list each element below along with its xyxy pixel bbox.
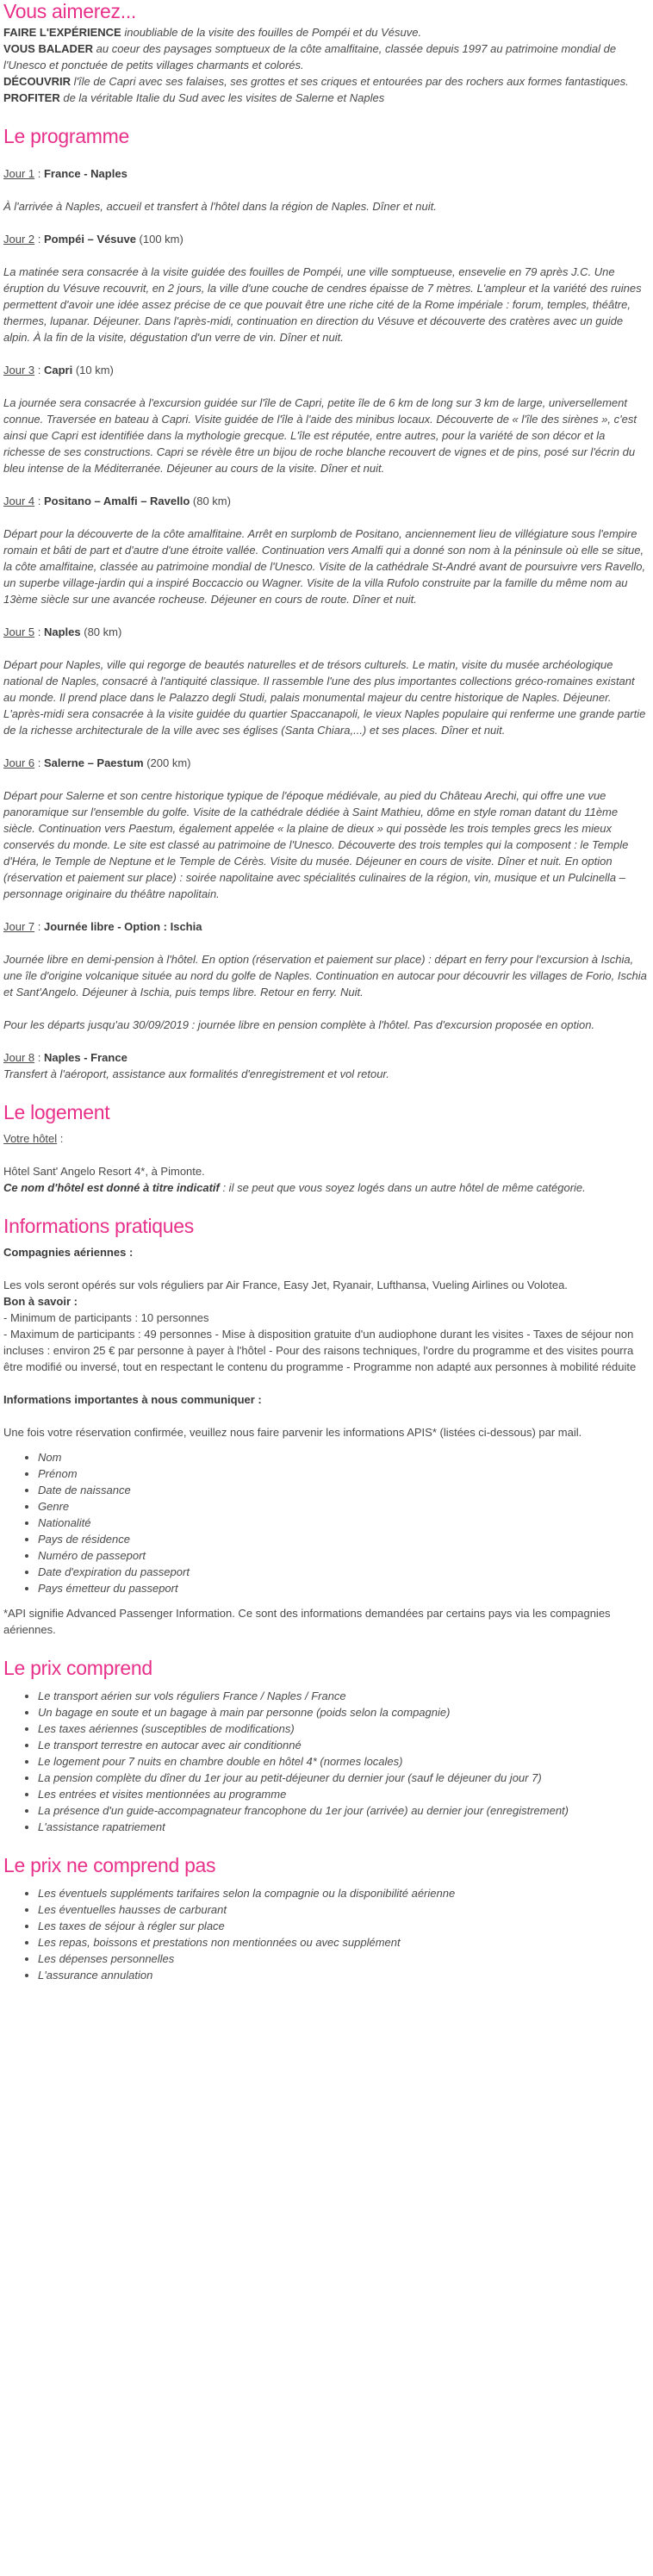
prix-ne-comprend-item: • L'assurance annulation (38, 1967, 650, 1983)
prix-ne-comprend-item: • Les repas, boissons et prestations non mentionnées ou avec supplément (38, 1934, 650, 1951)
highlight-lead: PROFITER (3, 91, 60, 104)
day-heading (3, 493, 650, 509)
day-name: Journée libre - Option : Ischia (43, 920, 202, 933)
day-name: Salerne – Paestum (43, 756, 144, 769)
important-text: Une fois votre réservation confirmée, veuillez nous faire parvenir les informations APIS* (listées ci-dessous) par mail. (3, 1426, 582, 1439)
highlight-item (3, 90, 650, 106)
day-name: Naples (43, 625, 81, 638)
spacer (3, 771, 650, 787)
prix-comprend-item: • Le transport aérien sur vols réguliers France / Naples / France (38, 1688, 650, 1704)
apis-item: • Prénom (38, 1465, 650, 1482)
highlight-lead: DÉCOUVRIR (3, 75, 72, 88)
apis-item: • Nationalité (38, 1515, 650, 1531)
apis-item: • Genre (38, 1498, 650, 1515)
spacer (3, 935, 650, 951)
day-text: À l'arrivée à Naples, accueil et transfert à l'hôtel dans la région de Naples. Dîner et nuit. (3, 200, 437, 213)
day-label: Jour 4 (3, 495, 35, 507)
day-label: Jour 1 (3, 167, 35, 180)
day-sep: : (34, 167, 44, 180)
spacer (3, 1033, 650, 1049)
spacer (3, 149, 650, 165)
highlights-list (3, 24, 650, 106)
hotel-label-sep: : (57, 1132, 64, 1145)
highlight-text: inoubliable de la visite des fouilles de Pompéi et du Vésuve. (121, 26, 422, 39)
day-note: Pour les départs jusqu'au 30/09/2019 : journée libre en pension complète à l'hôtel. Pas d'excursion proposée en option. (3, 1018, 595, 1031)
section-logement (3, 1099, 650, 1196)
day-distance: (100 km) (135, 233, 183, 246)
prix-comprend-item: • Le logement pour 7 nuits en chambre double en hôtel 4* (normes locales) (38, 1753, 650, 1770)
prix-ne-comprend-item: • Les dépenses personnelles (38, 1951, 650, 1967)
section-title-prix-comprend: Le prix comprend (3, 1657, 152, 1679)
day-heading (3, 362, 650, 378)
day-label: Jour 6 (3, 756, 35, 769)
day-name: Capri (43, 364, 73, 376)
day-text: Journée libre en demi-pension à l'hôtel. En option (réservation et paiement sur place) : départ en ferry pour l'excursion à Ischia, une île d'origine volcanique située au nord du golfe de Naples. Continuation en autocar pour découvrir les villages de Forio, Ischia et Sant'Angelo. Déjeuner à Ischia, puis temps libre. Retour en ferry. Nuit. (3, 953, 647, 999)
day-label: Jour 8 (3, 1051, 35, 1064)
day-text: Départ pour Naples, ville qui regorge de beautés naturelles et de trésors culturels. Le matin, visite du musée archéologique national de Naples, consacré à l'antiquité classique. Il rassemble l'une des plus importantes collections gréco-romaines existant au monde. Il prend place dans le Palazzo degli Studi, palais monumental majeur du centre historique de Naples. Déjeuner. L'après-midi sera consacrée à la visite guidée du quartier Spaccanapoli, le vieux Naples populaire qui renferme une grande partie de la richesse architecturale de la ville avec ses églises (Santa Chiara,...) et ses places. Dîner et nuit. (3, 658, 646, 737)
day-text: La journée sera consacrée à l'excursion guidée sur l'île de Capri, petite île de 6 km de long sur 3 km de large, universellement connue. Traversée en bateau à Capri. Visite guidée de l'île à l'aide des minibus locaux. Découverte de « l'île des sirènes », c'est ainsi que Capri est identifiée dans la mythologie grecque. L'île est réputée, entre autres, pour la variété de son décor et la richesse de ses constructions. Capri se révèle être un bijou de roche blanche recouvert de vignes et de pins, posé sur l'écrin du bleu intense de la Méditerranée. Déjeuner au cours de la visite. Dîner et nuit. (3, 396, 637, 475)
day-heading (3, 624, 650, 640)
section-title-programme: Le programme (3, 125, 129, 147)
prix-ne-comprend-item: • Les éventuels suppléments tarifaires selon la compagnie ou la disponibilité aérienne (38, 1885, 650, 1901)
highlight-lead: FAIRE L'EXPÉRIENCE (3, 26, 121, 39)
day-heading (3, 918, 650, 935)
day-sep: : (34, 920, 44, 933)
section-infos (3, 1213, 650, 1638)
prix-ne-comprend-item: • Les éventuelles hausses de carburant (38, 1901, 650, 1918)
prix-ne-comprend-list (3, 1885, 650, 1983)
day-heading (3, 231, 650, 247)
day-sep: : (34, 1051, 44, 1064)
apis-item: • Numéro de passeport (38, 1547, 650, 1564)
day-heading (3, 165, 650, 182)
day-sep: : (34, 625, 44, 638)
spacer (3, 215, 650, 231)
section-title-logement: Le logement (3, 1101, 110, 1123)
apis-item: • Pays émetteur du passeport (38, 1580, 650, 1596)
section-title-prix-ne-comprend: Le prix ne comprend pas (3, 1854, 216, 1876)
bon-line: - Minimum de participants : 10 personnes (3, 1311, 209, 1324)
prix-comprend-item: • Le transport terrestre en autocar avec air conditionné (38, 1737, 650, 1753)
section-title-vous-aimerez: Vous aimerez... (3, 0, 137, 22)
airlines-label-line (3, 1244, 650, 1260)
prix-comprend-item: • Les entrées et visites mentionnées au programme (38, 1786, 650, 1802)
spacer (3, 607, 650, 624)
day-name: France - Naples (43, 167, 127, 180)
prix-comprend-item: • Un bagage en soute et un bagage à main par personne (poids selon la compagnie) (38, 1704, 650, 1720)
bon-label-line (3, 1293, 650, 1310)
hotel-note (3, 1179, 650, 1196)
hotel-label: Votre hôtel (3, 1132, 58, 1145)
day-label: Jour 2 (3, 233, 35, 246)
prix-comprend-item: • L'assistance rapatriement (38, 1819, 650, 1835)
airlines-label: Compagnies aériennes : (3, 1246, 134, 1259)
spacer (3, 509, 650, 526)
day-distance: (10 km) (72, 364, 114, 376)
day-label: Jour 7 (3, 920, 35, 933)
section-title-infos: Informations pratiques (3, 1215, 194, 1237)
apis-item: • Date de naissance (38, 1482, 650, 1498)
day-distance: (80 km) (80, 625, 122, 638)
important-label: Informations importantes à nous communiquer : (3, 1393, 262, 1406)
highlight-lead: VOUS BALADER (3, 42, 94, 55)
highlight-text: l'île de Capri avec ses falaises, ses grottes et ses criques et entourées par des rochers aux formes fantastiques. (71, 75, 629, 88)
day-name: Positano – Amalfi – Ravello (43, 495, 190, 507)
spacer (3, 902, 650, 918)
airlines-text: Les vols seront opérés sur vols réguliers par Air France, Easy Jet, Ryanair, Lufthansa, Vueling Airlines ou Volotea. (3, 1279, 568, 1291)
highlight-text: de la véritable Italie du Sud avec les visites de Salerne et Naples (59, 91, 385, 104)
prix-comprend-item: • La pension complète du dîner du 1er jour au petit-déjeuner du dernier jour (sauf le déjeuner du jour 7) (38, 1770, 650, 1786)
hotel-label-line (3, 1130, 650, 1147)
section-vous-aimerez (3, 0, 650, 106)
day-text: La matinée sera consacrée à la visite guidée des fouilles de Pompéi, une ville somptueuse, ensevelie en 79 après J.C. Une éruption du Vésuve recouvrit, en 2 jours, la ville d'une couche de cendres épaisse de 7 mètres. L'ampleur et la variété des ruines permettent d'avoir une idée assez précise de ce que pouvait être une riche cité de la Rome impériale : forum, temples, théâtre, thermes, lupanar. Déjeuner. Dans l'après-midi, continuation en direction du Vésuve et découverte des cratères avec un guide alpin. À la fin de la visite, dégustation d'un verre de vin. Dîner et nuit. (3, 265, 642, 344)
section-prix-ne-comprend (3, 1852, 650, 1983)
spacer (3, 640, 650, 656)
bon-label: Bon à savoir : (3, 1295, 78, 1308)
hotel-name: Hôtel Sant' Angelo Resort 4*, à Pimonte. (3, 1165, 205, 1178)
day-sep: : (34, 756, 44, 769)
highlight-item (3, 73, 650, 90)
important-label-line (3, 1391, 650, 1408)
prix-comprend-list (3, 1688, 650, 1835)
day-distance: (80 km) (190, 495, 231, 507)
prix-comprend-item: • La présence d'un guide-accompagnateur francophone du 1er jour (arrivée) au dernier jour (enregistrement) (38, 1802, 650, 1819)
apis-list (3, 1449, 650, 1596)
section-programme (3, 123, 650, 1082)
spacer (3, 182, 650, 198)
section-prix-comprend (3, 1655, 650, 1835)
spacer (3, 247, 650, 264)
day-label: Jour 3 (3, 364, 35, 376)
day-text: Transfert à l'aéroport, assistance aux formalités d'enregistrement et vol retour. (3, 1067, 389, 1080)
spacer (3, 476, 650, 493)
highlight-item (3, 40, 650, 73)
apis-item: • Date d'expiration du passeport (38, 1564, 650, 1580)
day-name: Pompéi – Vésuve (43, 233, 136, 246)
day-heading (3, 1049, 650, 1066)
highlight-text: au coeur des paysages somptueux de la côte amalfitaine, classée depuis 1997 au patrimoine mondial de l'Unesco et ponctuée de petits villages charmants et colorés. (3, 42, 617, 72)
day-sep: : (34, 364, 44, 376)
day-heading (3, 755, 650, 771)
spacer (3, 1000, 650, 1017)
highlight-item (3, 24, 650, 40)
apis-item: • Nom (38, 1449, 650, 1465)
bon-line: - Maximum de participants : 49 personnes - Mise à disposition gratuite d'un audiophone durant les visites - Taxes de séjour non incluses : environ 25 € par personne à payer à l'hôtel - Pour des raisons techniques, l'ordre du programme et des visites pourra être modifié ou inversé, tout en respectant le contenu du programme - Programme non adapté aux personnes à mobilité réduite (3, 1328, 637, 1373)
day-text: Départ pour la découverte de la côte amalfitaine. Arrêt en surplomb de Positano, anciennement lieu de villégiature sous l'empire romain et bâti de part et d'autre d'une étroite vallée. Continuation vers Amalfi qui a donné son nom à la péninsule où elle se situe, la côte amalfitaine, classée au patrimoine mondial de l'Unesco. Visite de la cathédrale St-André avant de poursuivre vers Ravello, un superbe village-jardin qui a inspiré Boccaccio ou Wagner. Visite de la villa Rufolo construite par la famille du même nom au 13ème siècle sur une avancée rocheuse. Déjeuner en cours de route. Dîner et nuit. (3, 527, 646, 606)
spacer (3, 738, 650, 755)
day-distance: (200 km) (143, 756, 191, 769)
day-sep: : (34, 233, 44, 246)
day-name: Naples - France (43, 1051, 127, 1064)
apis-note: *API signifie Advanced Passenger Information. Ce sont des informations demandées par certains pays via les compagnies aériennes. (3, 1607, 611, 1636)
bon-lines (3, 1310, 650, 1375)
programme-days (3, 149, 650, 1082)
spacer (3, 378, 650, 395)
spacer (3, 345, 650, 362)
hotel-note-text: : il se peut que vous soyez logés dans un autre hôtel de même catégorie. (219, 1181, 586, 1194)
day-label: Jour 5 (3, 625, 35, 638)
apis-item: • Pays de résidence (38, 1531, 650, 1547)
day-sep: : (34, 495, 44, 507)
hotel-note-lead: Ce nom d'hôtel est donné à titre indicatif (3, 1181, 220, 1194)
day-text: Départ pour Salerne et son centre historique typique de l'époque médiévale, au pied du Château Arechi, qui offre une vue panoramique sur l'ensemble du golfe. Visite de la cathédrale dédiée à Saint Mathieu, dôme en style roman datant du 11ème siècle. Continuation vers Paestum, également appelée « la plaine de dieux » qui possède les trois temples grecs les mieux conservés du monde. Le site est classé au patrimoine de l'Unesco. Découverte des trois temples qui la composent : le Temple d'Héra, le Temple de Neptune et le Temple de Cérès. Visite du musée. Déjeuner en cours de visite. Dîner et nuit. En option (réservation et paiement sur place) : soirée napolitaine avec spécialités culinaires de la région, vin, musique et un Pulcinella – personnage originaire du théâtre napolitain. (3, 789, 629, 900)
prix-comprend-item: • Les taxes aériennes (susceptibles de modifications) (38, 1720, 650, 1737)
prix-ne-comprend-item: • Les taxes de séjour à régler sur place (38, 1918, 650, 1934)
